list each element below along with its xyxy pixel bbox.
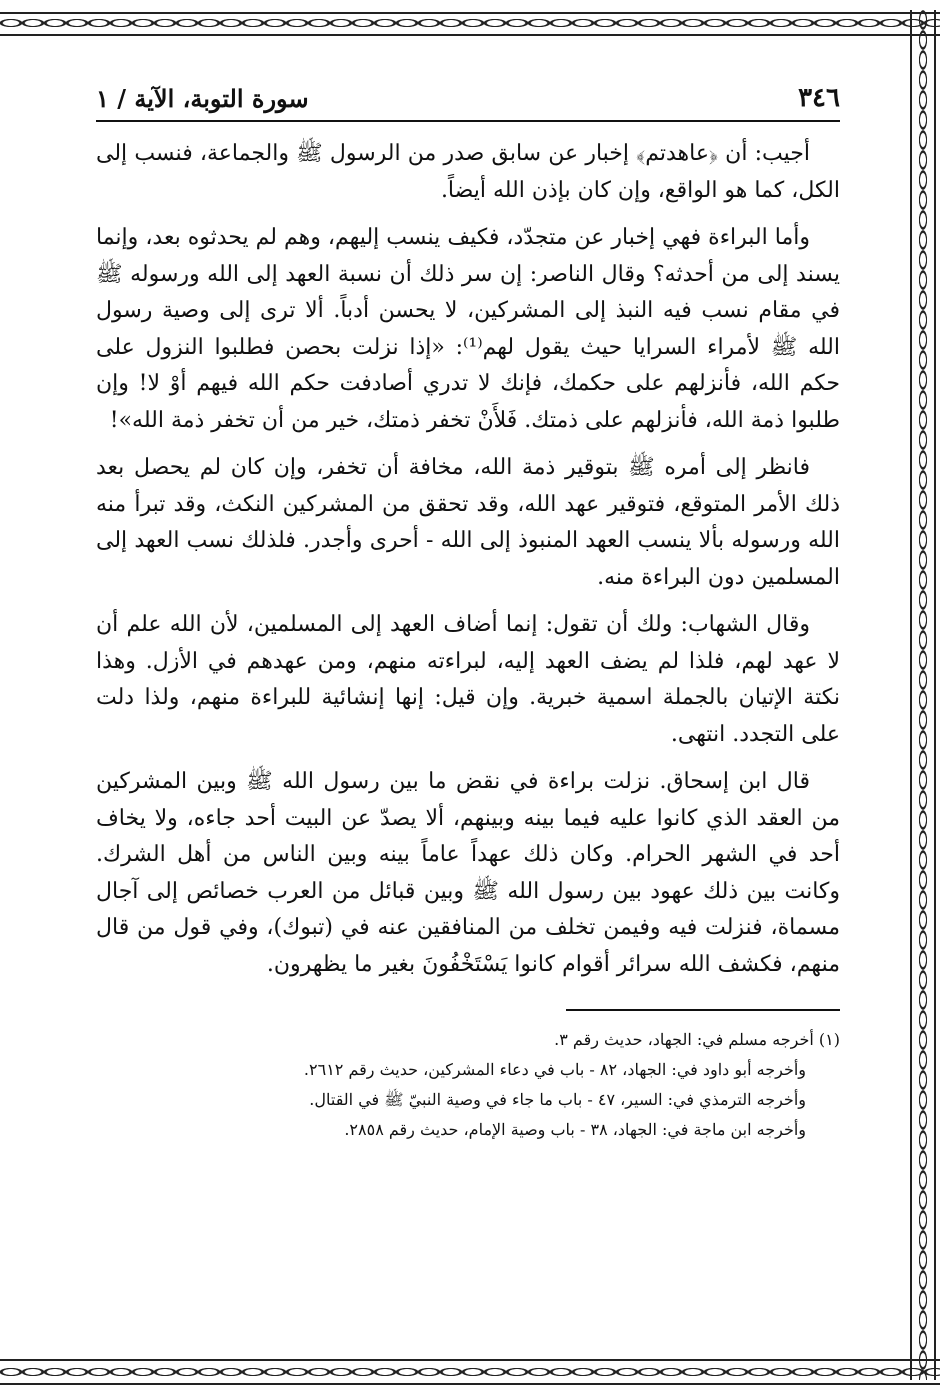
paragraph-1: أجيب: أن ﴿عاهدتم﴾ إخبار عن سابق صدر من الرسول ﷺ والجماعة، فنسب إلى الكل، كما هو الواقع، وإن كان بإذن الله أيضاً.: [96, 141, 840, 203]
main-text: [96, 136, 840, 983]
footnote-1-ref-tirmidhi: وأخرجه الترمذي في: السير، ٤٧ - باب ما جاء في وصية النبيّ ﷺ في القتال.: [309, 1090, 806, 1109]
footnote-1: (١) أخرجه مسلم في: الجهاد، حديث رقم ٣.: [554, 1030, 840, 1049]
footnote-1-ref-abu-dawud: وأخرجه أبو داود في: الجهاد، ٨٢ - باب في دعاء المشركين، حديث رقم ٢٦١٢.: [303, 1060, 806, 1079]
paragraph-5: قال ابن إسحاق. نزلت براءة في نقض ما بين رسول الله ﷺ وبين المشركين من العقد الذي كانوا عليه فيما بينه وبينهم، ألا يصدّ عن البيت أحد جاءه، ولا يخاف أحد في الشهر الحرام. وكان ذلك عهداً عاماً بينه وبين الناس من أهل الشرك. وكانت بين ذلك عهود بين رسول الله ﷺ وبين قبائل من العرب خصائص إلى آجال مسماة، فنزلت فيه وفيمن تخلف من المنافقين عنه في (تبوك)، وفي قول من قال منهم، فكشف الله سرائر أقوام كانوا يَسْتَخْفُونَ بغير ما يظهرون.: [96, 769, 840, 977]
book-page: [96, 76, 840, 1145]
paragraph-3: فانظر إلى أمره ﷺ بتوقير ذمة الله، مخافة أن تخفر، وإن كان لم يحصل بعد ذلك الأمر المتوقع، فتوقير عهد الله، وقد تحقق من المشركين النكث، وقد تبرأ منه الله ورسوله بألا ينسب العهد المنبوذ إلى الله - أحرى وأجدر. فلذلك نسب العهد إلى المسلمين دون البراءة منه.: [96, 455, 840, 590]
decorative-border-bottom: [0, 1355, 940, 1389]
decorative-border-top: [0, 0, 940, 44]
page-header: [96, 76, 840, 122]
paragraph-4: وقال الشهاب: ولك أن تقول: إنما أضاف العهد إلى المسلمين، لأن الله علم أن لا عهد لهم، فلذا لم يضف العهد إليه، لبراءته منهم، ومن عهدهم في الأزل. وهذا نكتة الإتيان بالجملة اسمية خبرية. وإن قيل: إنها إنشائية للبراءة منهم، ولذا دلت على التجدد. انتهى.: [96, 612, 840, 747]
running-title: سورة التوبة، الآية / ١: [96, 83, 309, 113]
paragraph-2: وأما البراءة فهي إخبار عن متجدّد، فكيف ينسب إليهم، وهم لم يحدثوه بعد، وإنما يسند إلى من أحدثه؟ وقال الناصر: إن سر ذلك أن نسبة العهد إلى الله ورسوله ﷺ في مقام نسب فيه النبذ إلى المشركين، لا يحسن أدباً. ألا ترى إلى وصية رسول الله ﷺ لأمراء السرايا حيث يقول لهم⁽¹⁾: «إذا نزلت بحصن فطلبوا النزول على حكم الله، فأنزلهم على حكمك، فإنك لا تدري أصادفت حكم الله فيهم أوْ لا! وإن طلبوا ذمة الله، فأنزلهم على ذمتك. فَلأَنْ تخفر ذمتك، خير من أن تخفر ذمة الله»!: [96, 225, 840, 433]
decorative-border-right: [906, 10, 940, 1380]
page-number: ٣٤٦: [798, 83, 840, 113]
footnote-divider: [566, 1009, 840, 1011]
footnote-1-ref-ibn-majah: وأخرجه ابن ماجة في: الجهاد، ٣٨ - باب وصية الإمام، حديث رقم ٢٨٥٨.: [344, 1120, 806, 1139]
footnotes: [96, 1025, 840, 1145]
